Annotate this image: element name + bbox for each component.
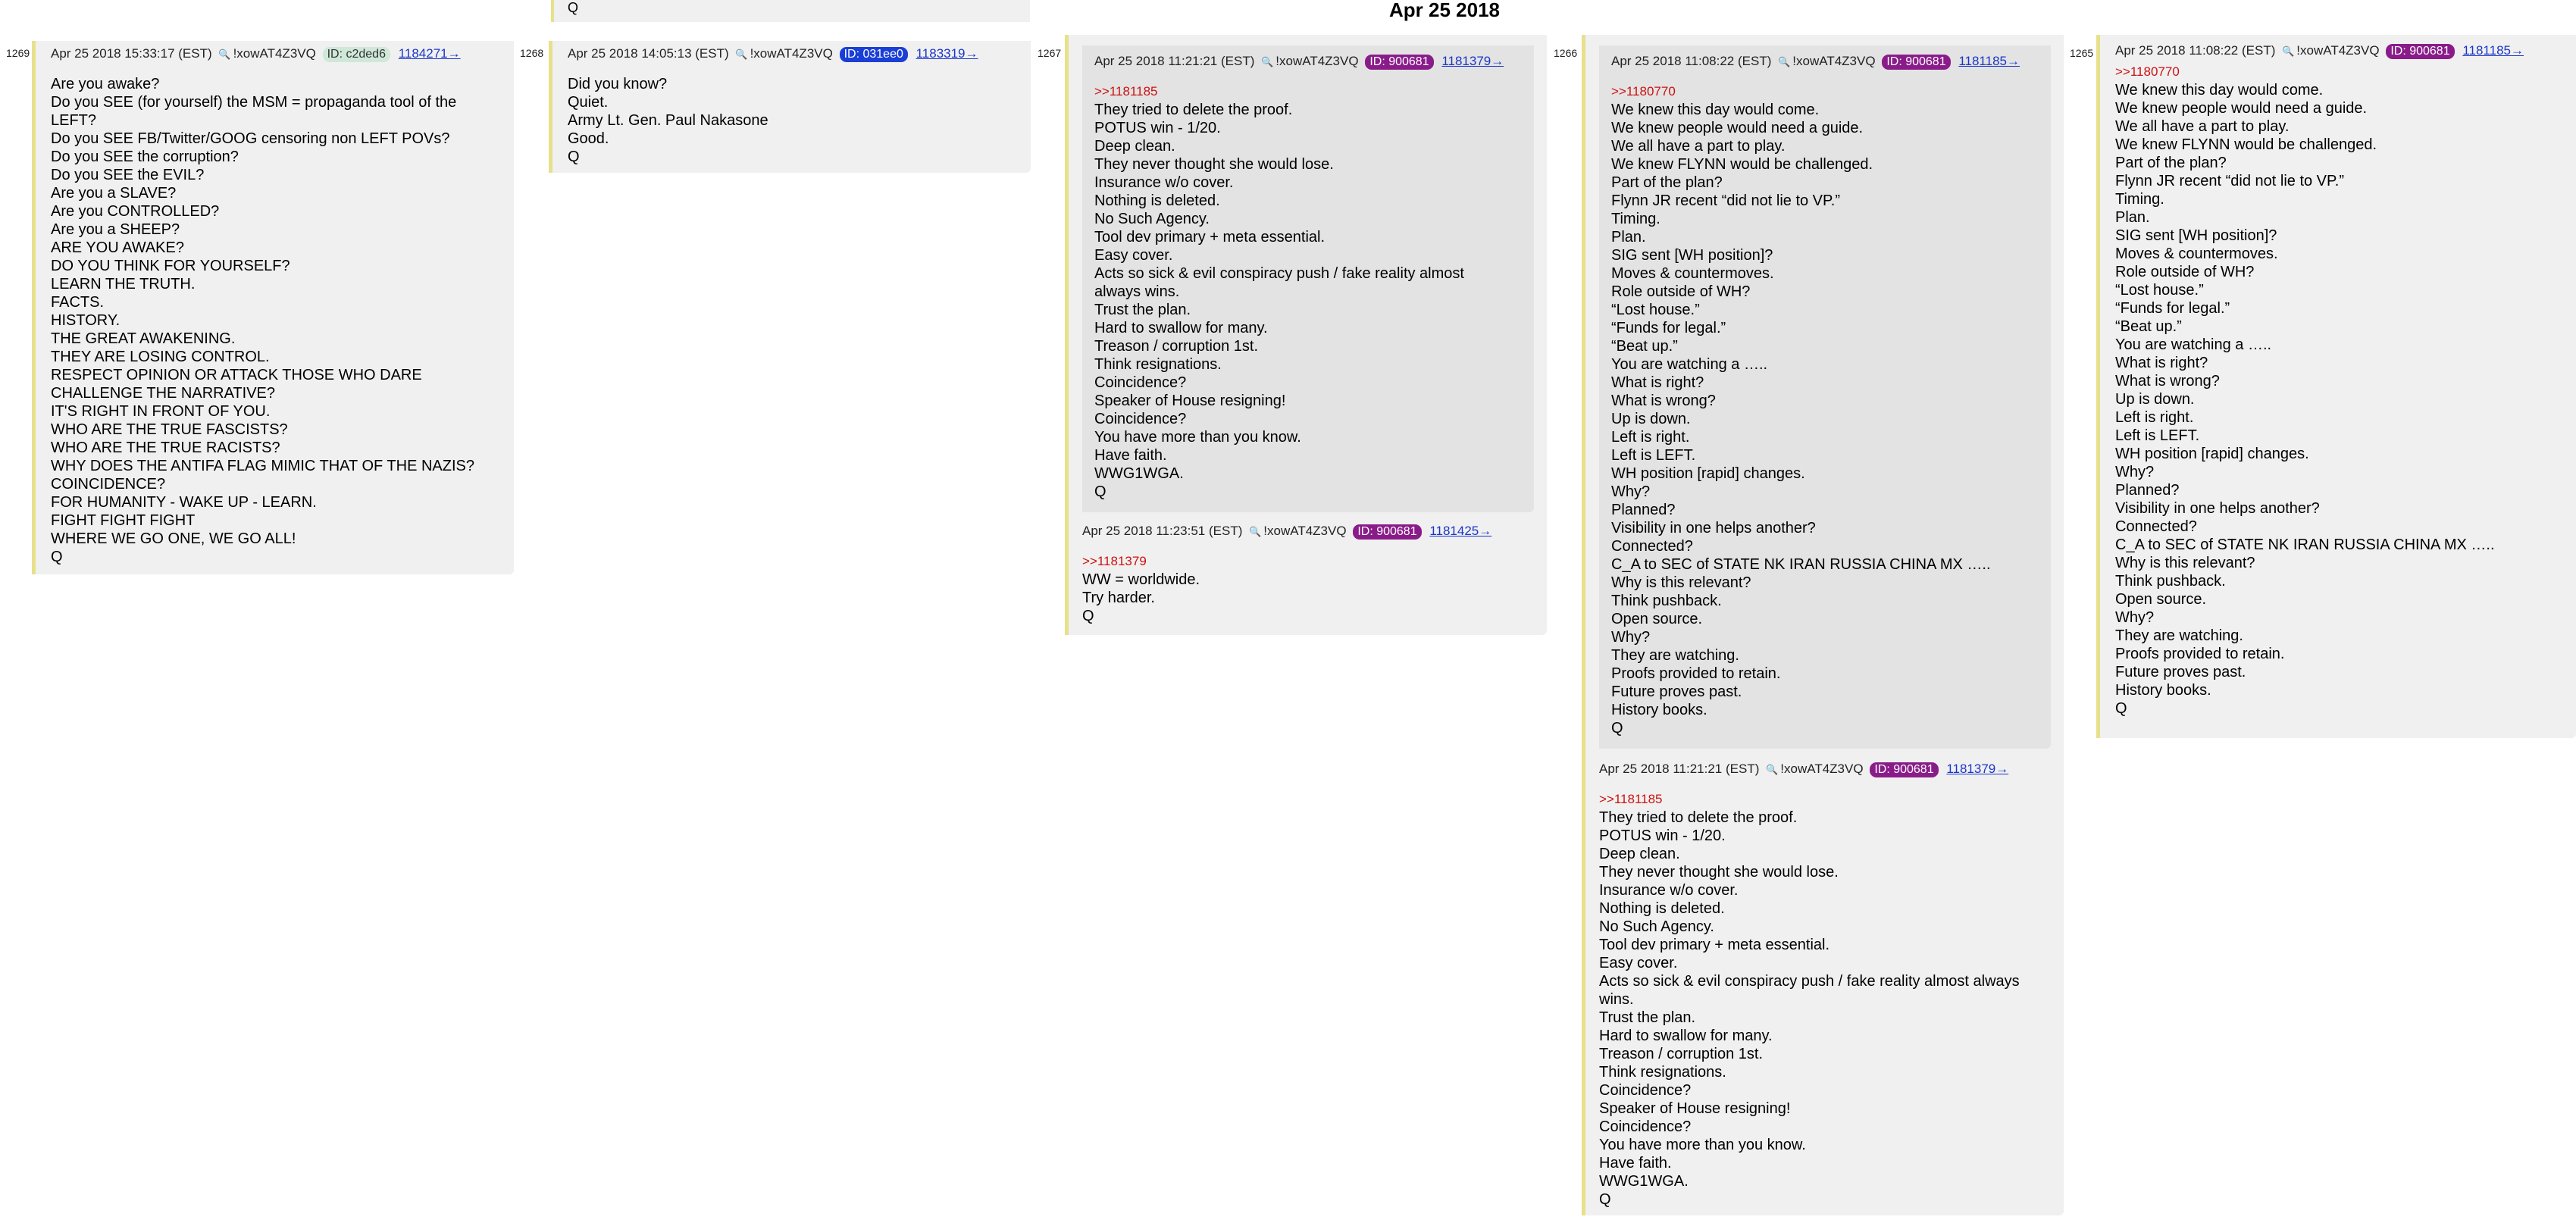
post-line: ARE YOU AWAKE? [51, 239, 184, 256]
post-line: Treason / corruption 1st. [1094, 338, 1259, 355]
post-line: WHERE WE GO ONE, WE GO ALL! [51, 530, 296, 547]
post-line: Moves & countermoves. [2115, 246, 2278, 262]
post-line: Q [1599, 1191, 1611, 1208]
post-line: “Funds for legal.” [1611, 320, 1726, 336]
post-line: Open source. [1611, 611, 1703, 627]
post-line: THEY ARE LOSING CONTROL. [51, 349, 270, 365]
post-line: Future proves past. [1611, 684, 1742, 700]
post-line: Coincidence? [1094, 411, 1187, 427]
post-lines [1082, 571, 1547, 625]
post-line: Do you SEE FB/Twitter/GOOG censoring non LEFT POVs? [51, 130, 450, 147]
post-line: Nothing is deleted. [1094, 192, 1220, 209]
post-line: Q [2115, 700, 2127, 717]
post-line: Left is LEFT. [1611, 447, 1696, 464]
post-line: Insurance w/o cover. [1599, 882, 1739, 899]
post-line: IT'S RIGHT IN FRONT OF YOU. [51, 403, 271, 420]
post-line: We knew people would need a guide. [2115, 100, 2368, 117]
post-line: Q [568, 149, 580, 165]
post-line: SIG sent [WH position]? [2115, 227, 2277, 244]
post-line: Flynn JR recent “did not lie to VP.” [2115, 173, 2344, 189]
post-line: They tried to delete the proof. [1094, 102, 1293, 118]
post-line: Tool dev primary + meta essential. [1094, 229, 1326, 246]
reply-link[interactable]: >>1181379 [1082, 554, 1147, 568]
tripcode: 🔍 !xowAT4Z3VQ [1763, 762, 1863, 776]
reply-link[interactable]: >>1181185 [1599, 792, 1663, 806]
post-number: 1268 [520, 47, 544, 59]
post-line: “Funds for legal.” [2115, 300, 2230, 317]
post-line: C_A to SEC of STATE NK IRAN RUSSIA CHINA MX ….. [1611, 556, 1991, 573]
post-number: 1266 [1554, 47, 1578, 59]
date-header: Apr 25 2018 [1389, 0, 1500, 21]
post-line: Army Lt. Gen. Paul Nakasone [568, 112, 768, 129]
post-line: Future proves past. [2115, 664, 2246, 680]
post-line: Acts so sick & evil conspiracy push / fake reality almost [1094, 265, 1464, 282]
post-line: History books. [1611, 702, 1707, 718]
post-line: Treason / corruption 1st. [1599, 1046, 1764, 1062]
post-line: WH position [rapid] changes. [1611, 465, 1805, 482]
post-header [1611, 53, 2051, 70]
post-1266 [1582, 35, 2064, 1215]
post-line: “Beat up.” [1611, 338, 1678, 355]
quoted-post [1599, 45, 2051, 749]
post-header [1082, 523, 1547, 540]
tripcode: 🔍 !xowAT4Z3VQ [2279, 43, 2379, 58]
post-line: Proofs provided to retain. [2115, 646, 2285, 662]
post-header [568, 45, 1031, 63]
post-line: C_A to SEC of STATE NK IRAN RUSSIA CHINA MX ….. [2115, 536, 2495, 553]
post-line: RESPECT OPINION OR ATTACK THOSE WHO DARE [51, 367, 422, 383]
post-line: Insurance w/o cover. [1094, 174, 1234, 191]
post-line: Easy cover. [1599, 955, 1678, 971]
post-line: FOR HUMANITY - WAKE UP - LEARN. [51, 494, 317, 511]
post-line: WHO ARE THE TRUE FASCISTS? [51, 421, 288, 438]
post-1268 [549, 41, 1031, 173]
post-line: Q [1611, 720, 1623, 737]
post-line: Coincidence? [1094, 374, 1187, 391]
post-line: You have more than you know. [1094, 429, 1301, 446]
post-line: Up is down. [1611, 411, 1691, 427]
post-lines [1599, 809, 2064, 1209]
post-line: Quiet. [568, 94, 609, 111]
post-line: WW = worldwide. [1082, 571, 1200, 588]
post-line: Try harder. [1082, 590, 1155, 606]
post-date: Apr 25 2018 11:23:51 (EST) [1082, 524, 1243, 538]
post-line: POTUS win - 1/20. [1599, 827, 1726, 844]
post-line: Q [1082, 608, 1094, 624]
post-line: Have faith. [1599, 1155, 1672, 1172]
post-line: What is right? [2115, 355, 2208, 371]
id-badge: ID: c2ded6 [323, 47, 390, 62]
post-line: Are you awake? [51, 76, 160, 92]
post-line: We knew FLYNN would be challenged. [2115, 136, 2377, 153]
post-line: Trust the plan. [1094, 302, 1191, 318]
post-line: LEARN THE TRUTH. [51, 276, 196, 292]
post-line: WWG1WGA. [1599, 1173, 1689, 1190]
post-link[interactable]: 1183319→ [916, 46, 978, 61]
post-line: wins. [1599, 991, 1634, 1008]
post-line: Timing. [2115, 191, 2164, 208]
post-line: Think resignations. [1094, 356, 1222, 373]
post-line: WHY DOES THE ANTIFA FLAG MIMIC THAT OF THE NAZIS? [51, 458, 474, 474]
post-line: Part of the plan? [1611, 174, 1723, 191]
post-header [51, 45, 514, 63]
post-line: Coincidence? [1599, 1118, 1692, 1135]
post-line: “Beat up.” [2115, 318, 2182, 335]
post-line: Up is down. [2115, 391, 2195, 408]
post-line: Good. [568, 130, 609, 147]
post-line: Why? [1611, 629, 1651, 646]
post-line: Role outside of WH? [2115, 264, 2255, 280]
post-line: They never thought she would lose. [1094, 156, 1334, 173]
post-line: THE GREAT AWAKENING. [51, 330, 236, 347]
post-link[interactable]: 1181185→ [2462, 43, 2524, 58]
post-link[interactable]: 1181425→ [1429, 524, 1492, 538]
post-line: Why? [2115, 464, 2155, 480]
post-line: Left is LEFT. [2115, 427, 2200, 444]
post-line: Speaker of House resigning! [1094, 393, 1286, 409]
post-header [1094, 53, 1534, 70]
post-line: Role outside of WH? [1611, 283, 1751, 300]
post-link[interactable]: 1181379→ [1441, 54, 1504, 68]
tripcode: 🔍 !xowAT4Z3VQ [1258, 54, 1358, 68]
post-body [1611, 83, 2051, 737]
post-line: Why is this relevant? [2115, 555, 2255, 571]
post-line: WH position [rapid] changes. [2115, 446, 2309, 462]
post-line: LEFT? [51, 112, 97, 129]
post-link[interactable]: 1181379→ [1946, 762, 2009, 776]
post-1269 [32, 41, 514, 574]
post-header [2115, 42, 2576, 60]
post-line: Coincidence? [1599, 1082, 1692, 1099]
post-line: Trust the plan. [1599, 1009, 1696, 1026]
post-line: Think resignations. [1599, 1064, 1726, 1081]
post-line: Open source. [2115, 591, 2207, 608]
post-line: Why? [1611, 483, 1651, 500]
post-line: You are watching a ….. [2115, 336, 2272, 353]
post-body [568, 75, 1031, 166]
post-line: HISTORY. [51, 312, 121, 329]
post-line: WHO ARE THE TRUE RACISTS? [51, 440, 280, 456]
post-line: Q [1094, 483, 1106, 500]
post-line: Acts so sick & evil conspiracy push / fake reality almost always [1599, 973, 2020, 990]
post-line: Hard to swallow for many. [1599, 1028, 1773, 1044]
post-line: Deep clean. [1094, 138, 1175, 155]
post-line: POTUS win - 1/20. [1094, 120, 1221, 136]
post-line: Visibility in one helps another? [1611, 520, 1816, 536]
post-line: What is right? [1611, 374, 1704, 391]
post-line: Do you SEE the EVIL? [51, 167, 205, 183]
post-line: Easy cover. [1094, 247, 1173, 264]
post-line: Q [51, 549, 63, 565]
post-line: FACTS. [51, 294, 105, 311]
post-line: No Such Agency. [1094, 211, 1210, 227]
post-line: No Such Agency. [1599, 918, 1714, 935]
post-link[interactable]: 1181185→ [1958, 54, 2020, 68]
post-line: We knew FLYNN would be challenged. [1611, 156, 1873, 173]
post-header [1599, 761, 2064, 778]
post-line: Do you SEE the corruption? [51, 149, 239, 165]
post-line: Are you CONTROLLED? [51, 203, 220, 220]
post-number: 1265 [2070, 47, 2094, 59]
post-line: Left is right. [2115, 409, 2194, 426]
post-lines [1611, 101, 2051, 737]
post-line: Think pushback. [1611, 593, 1722, 609]
post-line: Planned? [1611, 502, 1676, 518]
reply-link[interactable]: >>1180770 [2115, 64, 2180, 79]
post-line: They tried to delete the proof. [1599, 809, 1798, 826]
post-lines [1094, 101, 1534, 501]
reply-link[interactable]: >>1181185 [1094, 84, 1158, 99]
post-1265 [2096, 35, 2576, 738]
post-line: Hard to swallow for many. [1094, 320, 1268, 336]
post-line: We knew this day would come. [1611, 102, 1820, 118]
post-line: Plan. [1611, 229, 1646, 246]
post-body [1599, 790, 2064, 1209]
post-line: Proofs provided to retain. [1611, 665, 1781, 682]
post-line: You are watching a ….. [1611, 356, 1768, 373]
post-date: Apr 25 2018 11:08:22 (EST) [1611, 54, 1772, 68]
post-line: Visibility in one helps another? [2115, 500, 2320, 517]
post-line: Speaker of House resigning! [1599, 1100, 1791, 1117]
post-line: Plan. [2115, 209, 2150, 226]
post-line: Nothing is deleted. [1599, 900, 1725, 917]
post-lines [2115, 81, 2576, 718]
post-line: Flynn JR recent “did not lie to VP.” [1611, 192, 1840, 209]
post-line: FIGHT FIGHT FIGHT [51, 512, 196, 529]
post-line: Connected? [1611, 538, 1693, 555]
post-line: You have more than you know. [1599, 1137, 1806, 1153]
post-line: CHALLENGE THE NARRATIVE? [51, 385, 276, 402]
post-line: “Lost house.” [1611, 302, 1700, 318]
id-badge: ID: 900681 [1365, 55, 1433, 70]
id-badge: ID: 031ee0 [840, 47, 908, 62]
post-line: Moves & countermoves. [1611, 265, 1774, 282]
post-link[interactable]: 1184271→ [398, 46, 461, 61]
post-line: We knew people would need a guide. [1611, 120, 1864, 136]
post-date: Apr 25 2018 11:08:22 (EST) [2115, 43, 2276, 58]
post-line: Did you know? [568, 76, 668, 92]
post-line: What is wrong? [2115, 373, 2220, 389]
post-line: Timing. [1611, 211, 1660, 227]
post-line: always wins. [1094, 283, 1180, 300]
post-line: Left is right. [1611, 429, 1690, 446]
post-line: Deep clean. [1599, 846, 1680, 862]
post-body [1082, 552, 1547, 625]
post-line: They never thought she would lose. [1599, 864, 1839, 881]
post-line: “Lost house.” [2115, 282, 2204, 299]
post-line: Why is this relevant? [1611, 574, 1751, 591]
post-line: What is wrong? [1611, 393, 1716, 409]
post-body [1094, 83, 1534, 501]
post-body [51, 75, 514, 566]
remnant-signature: Q [568, 0, 579, 15]
post-number: 1267 [1038, 47, 1062, 59]
post-number: 1269 [6, 47, 30, 59]
post-line: History books. [2115, 682, 2211, 699]
quoted-post [1082, 45, 1534, 512]
post-date: Apr 25 2018 11:21:21 (EST) [1599, 762, 1760, 776]
reply-link[interactable]: >>1180770 [1611, 84, 1676, 99]
post-line: Think pushback. [2115, 573, 2226, 590]
post-line: We all have a part to play. [1611, 138, 1786, 155]
post-date: Apr 25 2018 15:33:17 (EST) [51, 46, 212, 61]
tripcode: 🔍 !xowAT4Z3VQ [1775, 54, 1875, 68]
post-body [2115, 63, 2576, 718]
post-line: Connected? [2115, 518, 2197, 535]
previous-post-remnant [551, 0, 1030, 22]
post-line: Part of the plan? [2115, 155, 2227, 171]
post-date: Apr 25 2018 11:21:21 (EST) [1094, 54, 1255, 68]
post-line: Why? [2115, 609, 2155, 626]
post-line: Tool dev primary + meta essential. [1599, 937, 1830, 953]
post-line: We knew this day would come. [2115, 82, 2324, 99]
tripcode: 🔍 !xowAT4Z3VQ [1246, 524, 1346, 538]
post-line: COINCIDENCE? [51, 476, 166, 493]
post-1267 [1065, 35, 1547, 635]
id-badge: ID: 900681 [1870, 762, 1938, 777]
post-line: SIG sent [WH position]? [1611, 247, 1773, 264]
tripcode: 🔍 !xowAT4Z3VQ [732, 46, 832, 61]
post-line: Are you a SHEEP? [51, 221, 180, 238]
post-date: Apr 25 2018 14:05:13 (EST) [568, 46, 729, 61]
post-line: They are watching. [1611, 647, 1739, 664]
post-line: Have faith. [1094, 447, 1167, 464]
post-line: Are you a SLAVE? [51, 185, 177, 202]
id-badge: ID: 900681 [2386, 44, 2454, 59]
post-line: DO YOU THINK FOR YOURSELF? [51, 258, 290, 274]
tripcode: 🔍 !xowAT4Z3VQ [215, 46, 315, 61]
post-line: Do you SEE (for yourself) the MSM = propaganda tool of the [51, 94, 457, 111]
post-line: We all have a part to play. [2115, 118, 2290, 135]
post-line: WWG1WGA. [1094, 465, 1184, 482]
id-badge: ID: 900681 [1882, 55, 1950, 70]
post-line: They are watching. [2115, 627, 2243, 644]
post-line: Planned? [2115, 482, 2180, 499]
id-badge: ID: 900681 [1353, 524, 1421, 540]
